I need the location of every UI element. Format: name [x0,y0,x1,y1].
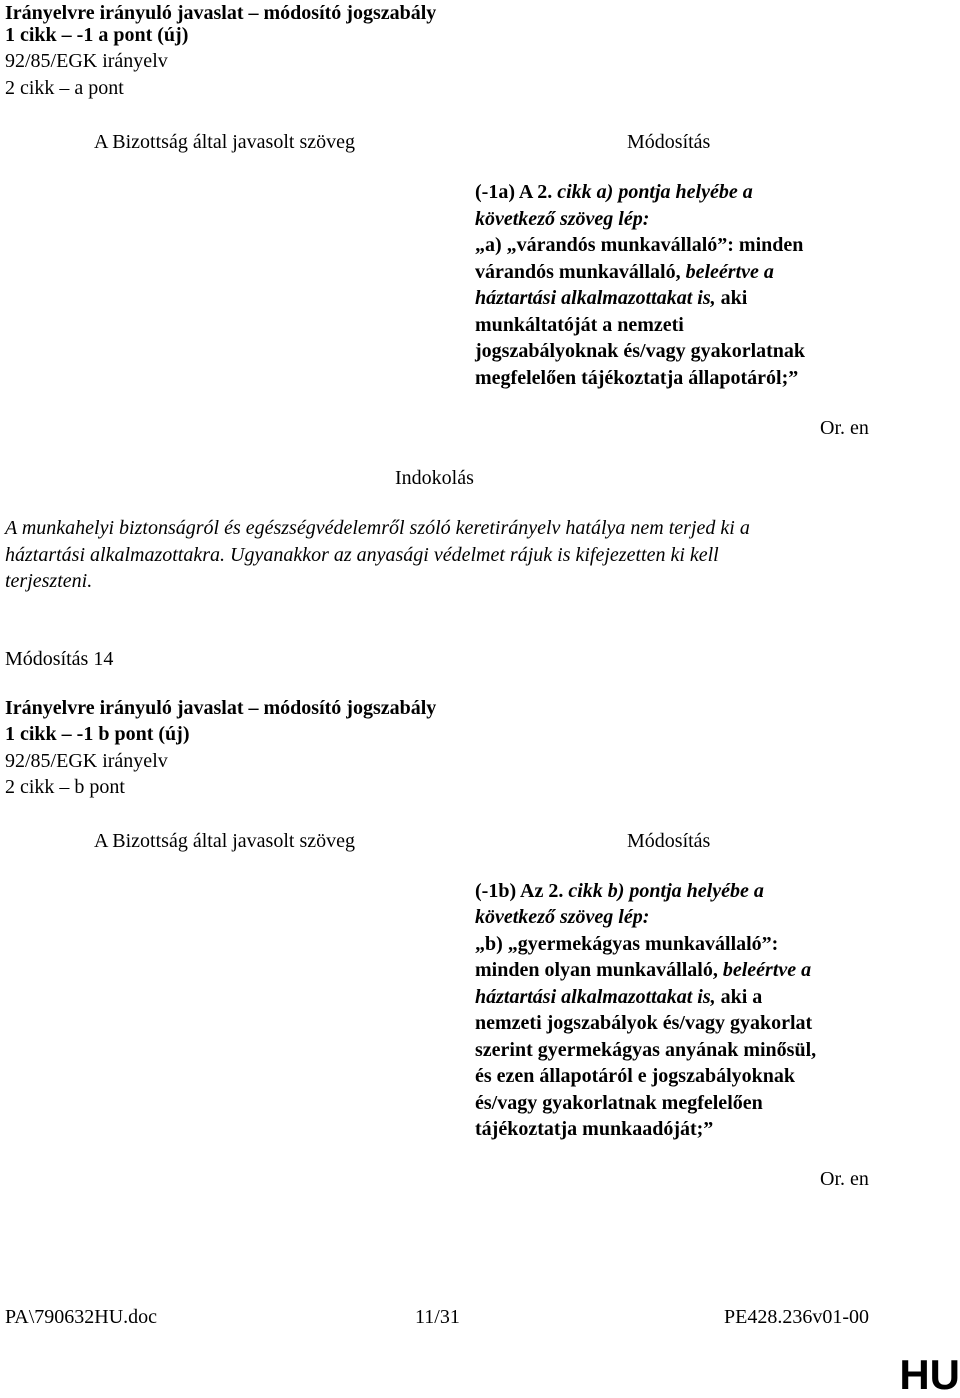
amendment-14-text-line-1 [475,878,764,904]
justification-line-3: terjeszteni. [5,570,93,592]
amendment-14-text-line-9: és/vagy gyakorlatnak megfelelően [475,1092,763,1114]
amendment-13-ref-line-4: 2 cikk – a pont [5,77,124,99]
amendment-14-text-line-4b: beleértve a [722,959,812,981]
amendment-13-ref-line-1: Irányelvre irányuló javaslat – módosító jogszabály [5,2,437,24]
amendment-13-text-line-5b: aki [715,287,748,309]
amendment-14-text-line-2: következő szöveg lép: [475,906,650,928]
amendment-14-commission-text-heading: A Bizottság által javasolt szöveg [93,830,355,852]
amendment-13-original-language: Or. en [820,417,869,439]
amendment-13-text-line-7: jogszabályoknak és/vagy gyakorlatnak [475,340,806,362]
amendment-14-text-line-5a: háztartási alkalmazottakat is, [475,986,716,1008]
footer-language-mark: HU [899,1351,960,1398]
justification-line-1: A munkahelyi biztonságról és egészségvédelemről szóló keretirányelv hatálya nem terjed ki a [5,517,750,539]
amendment-13-text-line-1a: (-1a) A 2. [475,181,558,203]
footer-document-reference: PA\790632HU.doc [5,1306,158,1328]
amendment-14-ref-line-1: Irányelvre irányuló javaslat – módosító jogszabály [5,697,437,719]
amendment-14-original-language: Or. en [820,1168,869,1190]
amendment-13-text-line-2: következő szöveg lép: [475,208,650,230]
amendment-13-text-line-8: megfelelően tájékoztatja állapotáról;” [475,367,799,389]
justification-line-2: háztartási alkalmazottakra. Ugyanakkor az anyasági védelmet rájuk is kifejezetten ki kell [5,544,719,566]
amendment-14-text-line-4a: minden olyan munkavállaló, [475,959,723,981]
amendment-13-text-line-4a: várandós munkavállaló, [475,261,686,283]
amendment-14-ref-line-4: 2 cikk – b pont [5,776,125,798]
amendment-13-text-line-5 [475,285,747,311]
amendment-13-text-line-4b: beleértve a [685,261,774,283]
amendment-13-ref-line-2: 1 cikk – -1 a pont (új) [5,24,189,46]
amendment-14-heading: Módosítás 14 [5,648,114,670]
amendment-14-text-line-10: tájékoztatja munkaadóját;” [475,1118,714,1140]
amendment-14-text-line-1a: (-1b) Az 2. [475,880,569,902]
amendment-13-ref-line-3: 92/85/EGK irányelv [5,50,168,72]
amendment-14-text-line-4 [475,957,811,983]
justification-heading: Indokolás [395,467,474,489]
amendment-13-text-line-3: „a) „várandós munkavállaló”: minden [475,234,804,256]
amendment-13-text-line-6: munkáltatóját a nemzeti [475,314,684,336]
amendment-13-amendment-heading: Módosítás [627,131,711,153]
amendment-14-text-line-7: szerint gyermekágyas anyának minősül, [475,1039,817,1061]
amendment-14-text-line-5 [475,984,762,1010]
amendment-14-text-line-5b: aki a [715,986,763,1008]
amendment-14-ref-line-3: 92/85/EGK irányelv [5,750,168,772]
amendment-14-text-line-8: és ezen állapotáról e jogszabályoknak [475,1065,795,1087]
amendment-13-text-line-4 [475,259,774,285]
amendment-14-text-line-3: „b) „gyermekágyas munkavállaló”: [475,933,779,955]
footer-page-number: 11/31 [415,1306,460,1328]
amendment-14-amendment-heading: Módosítás [627,830,711,852]
amendment-13-commission-text-heading: A Bizottság által javasolt szöveg [93,131,355,153]
amendment-13-text-line-1b: cikk a) pontja helyébe a [557,181,753,203]
amendment-14-ref-line-2: 1 cikk – -1 b pont (új) [5,723,190,745]
amendment-14-text-line-1b: cikk b) pontja helyébe a [568,880,764,902]
amendment-13-text-line-1 [475,179,753,205]
footer-pe-reference: PE428.236v01-00 [724,1306,869,1328]
amendment-14-text-line-6: nemzeti jogszabályok és/vagy gyakorlat [475,1012,813,1034]
amendment-13-text-line-5a: háztartási alkalmazottakat is, [475,287,716,309]
